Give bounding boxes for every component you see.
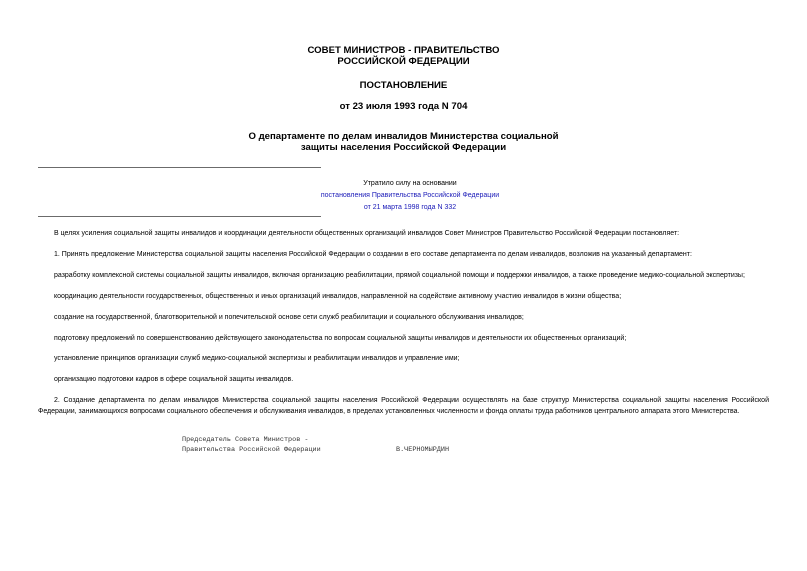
signatory-position-line1: Председатель Совета Министров - xyxy=(182,436,309,444)
paragraph-item-2: 2. Создание департамента по делам инвалидов Министерства социальной защиты населения Российской Федерации осуществлять на базе структур Министерства социальной защиты населения Российской Федерации, занимающихся вопросами социального обеспечения и обслуживания инвалидов, в пределах установленных численности и фонда оплаты труда работников центрального аппарата этого Министерства. xyxy=(38,397,769,416)
issuing-authority-line1: СОВЕТ МИНИСТРОВ - ПРАВИТЕЛЬСТВО xyxy=(307,45,500,56)
signatory-name: В.ЧЕРНОМЫРДИН xyxy=(396,446,450,454)
document-title-line1: О департаменте по делам инвалидов Министерства социальной xyxy=(248,131,559,142)
task-item: установление принципов организации служб медико-социальной экспертизы и реабилитации инвалидов и управление ими; xyxy=(54,355,460,362)
task-item: координацию деятельности государственных, общественных и иных организаций инвалидов, направленной на содействие активному участию инвалидов в жизни общества; xyxy=(54,293,622,300)
document-type: ПОСТАНОВЛЕНИЕ xyxy=(359,80,448,91)
task-item: создание на государственной, благотворительной и попечительской основе сети служб реабилитации и социального обслуживания инвалидов; xyxy=(54,314,524,321)
paragraph-item-1: 1. Принять предложение Министерства социальной защиты населения Российской Федерации о создании в его составе департамента по делам инвалидов, возложив на указанный департамент: xyxy=(54,251,692,258)
signatory-position-line2: Правительства Российской Федерации xyxy=(182,446,321,454)
preamble-paragraph: В целях усиления социальной защиты инвалидов и координации деятельности общественных организаций инвалидов Совет Министров Правительство Российской Федерации постановляет: xyxy=(54,230,680,237)
task-item: разработку комплексной системы социальной защиты инвалидов, включая организацию реабилитации, прямой социальной помощи и поддержки инвалидов, а также проведение медико-социальной экспертизы; xyxy=(54,272,745,279)
task-item: организацию подготовки кадров в сфере социальной защиты инвалидов. xyxy=(54,376,294,383)
repeal-link-date[interactable]: от 21 марта 1998 года N 332 xyxy=(363,203,457,211)
divider-top xyxy=(38,167,321,168)
document-title-line2: защиты населения Российской Федерации xyxy=(300,142,507,153)
issuing-authority-line2: РОССИЙСКОЙ ФЕДЕРАЦИИ xyxy=(337,56,470,67)
repeal-note xyxy=(300,178,520,213)
task-item: подготовку предложений по совершенствованию действующего законодательства по вопросам социальной защиты инвалидов и деятельности их общественных организаций; xyxy=(54,335,627,342)
repeal-note-text: Утратило силу на основании xyxy=(363,180,457,187)
repeal-link-decree[interactable]: постановления Правительства Российской Федерации xyxy=(320,191,500,199)
document-date-number: от 23 июля 1993 года N 704 xyxy=(339,101,468,112)
divider-bottom xyxy=(38,216,321,217)
